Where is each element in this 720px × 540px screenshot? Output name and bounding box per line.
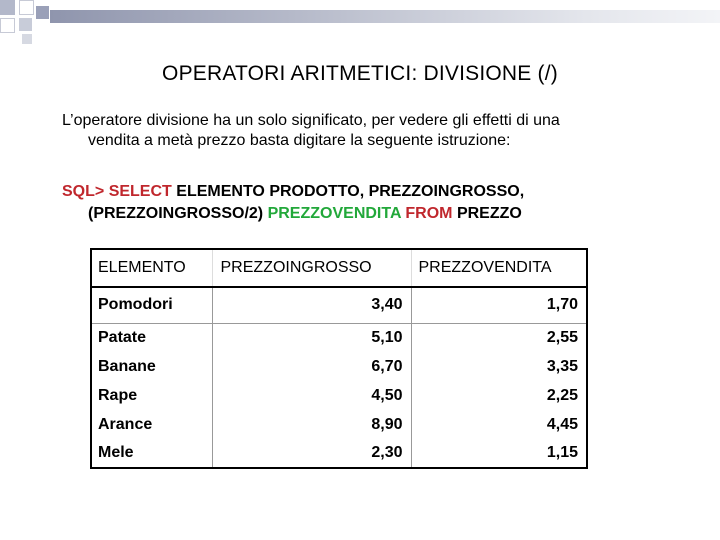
cell-elemento: Pomodori xyxy=(91,287,212,323)
slide-decoration xyxy=(0,0,720,50)
decor-square xyxy=(0,0,15,15)
paragraph-line: vendita a metà prezzo basta digitare la seguente istruzione: xyxy=(88,132,511,149)
table-row xyxy=(91,439,587,468)
table-row xyxy=(91,352,587,381)
decor-square xyxy=(36,6,49,19)
cell-prezzovendita: 4,45 xyxy=(546,415,578,433)
decor-square xyxy=(22,34,32,44)
cell-prezzovendita: 2,55 xyxy=(411,323,587,352)
cell-prezzoingrosso: 2,30 xyxy=(212,439,411,468)
cell-elemento: Banane xyxy=(91,352,212,381)
column-header-prezzovendita: PREZZOVENDITA xyxy=(418,259,552,276)
decor-square xyxy=(19,18,32,31)
sql-expression: (PREZZOINGROSSO/2) xyxy=(88,205,264,222)
intro-paragraph xyxy=(62,111,662,151)
sql-statement xyxy=(62,181,682,225)
cell-prezzoingrosso: 3,40 xyxy=(212,287,411,323)
cell-elemento: Patate xyxy=(91,323,212,352)
slide-title: OPERATORI ARITMETICI: DIVISIONE (/) xyxy=(162,62,558,85)
decor-gradient-bar xyxy=(50,10,720,23)
decor-square xyxy=(0,18,15,33)
cell-prezzovendita: 3,35 xyxy=(546,357,578,375)
table-row xyxy=(91,323,587,352)
column-header-elemento: ELEMENTO xyxy=(91,249,212,287)
sql-keyword-select: SELECT xyxy=(108,183,172,200)
cell-prezzovendita: 2,25 xyxy=(546,386,578,404)
table-header-row xyxy=(91,249,587,287)
sql-select-list: ELEMENTO PRODOTTO, PREZZOINGROSSO, xyxy=(176,183,525,200)
sql-line-2 xyxy=(62,203,682,225)
sql-table-name: PREZZO xyxy=(456,205,522,222)
result-table xyxy=(90,248,588,469)
paragraph-line: L’operatore divisione ha un solo significato, per vedere gli effetti di una xyxy=(62,112,560,129)
cell-elemento: Mele xyxy=(91,439,212,468)
cell-prezzoingrosso: 8,90 xyxy=(212,410,411,439)
cell-prezzoingrosso: 6,70 xyxy=(212,352,411,381)
cell-elemento: Rape xyxy=(91,381,212,410)
cell-prezzovendita: 1,70 xyxy=(546,296,578,314)
column-header-prezzoingrosso: PREZZOINGROSSO xyxy=(212,249,411,287)
cell-prezzoingrosso: 4,50 xyxy=(212,381,411,410)
table-row xyxy=(91,287,587,323)
decor-square xyxy=(19,0,34,15)
cell-elemento: Arance xyxy=(91,410,212,439)
cell-prezzovendita: 1,15 xyxy=(546,444,578,461)
table-row xyxy=(91,410,587,439)
cell-prezzoingrosso: 5,10 xyxy=(212,323,411,352)
sql-keyword-from: FROM xyxy=(405,205,453,222)
sql-keyword-sql: SQL> xyxy=(62,183,105,200)
sql-alias: PREZZOVENDITA xyxy=(267,205,401,222)
table-row xyxy=(91,381,587,410)
